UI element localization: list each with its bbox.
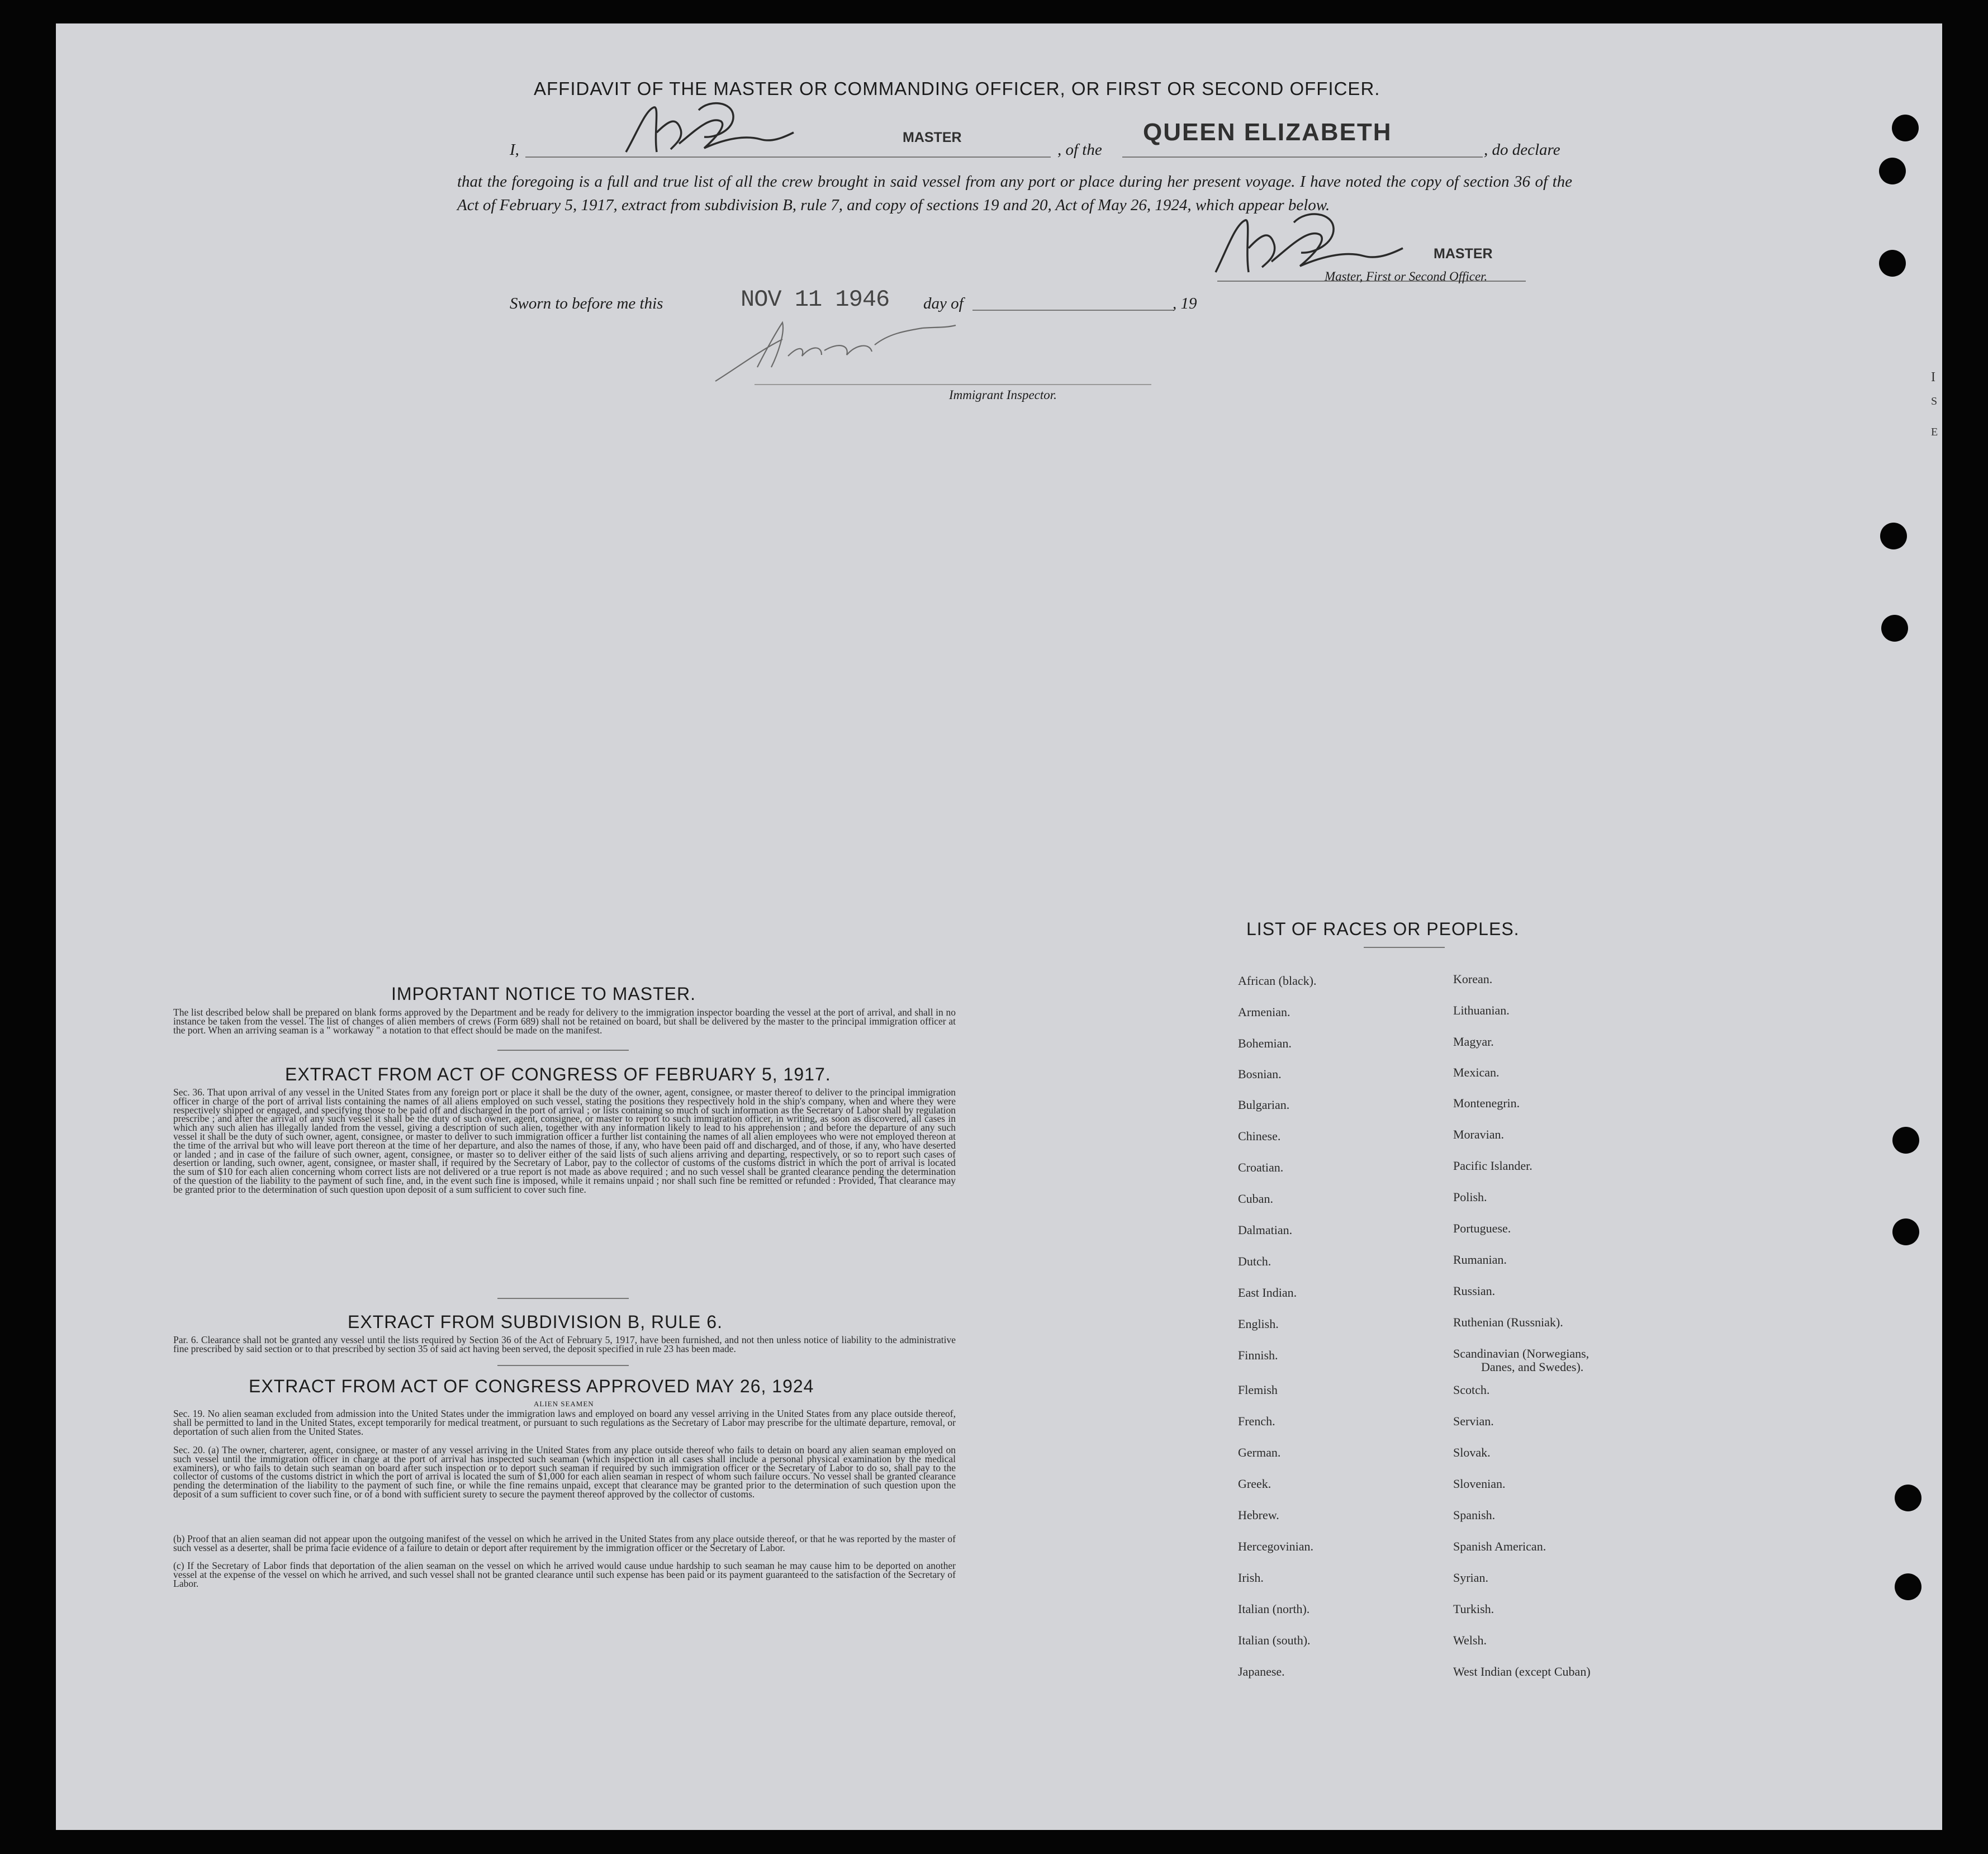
race-item: Ruthenian (Russniak). bbox=[1453, 1315, 1563, 1329]
race-item: Montenegrin. bbox=[1453, 1096, 1520, 1110]
race-item: Korean. bbox=[1453, 972, 1493, 986]
punch-hole bbox=[1879, 250, 1906, 277]
race-item: Finnish. bbox=[1238, 1348, 1278, 1362]
race-item: Italian (north). bbox=[1238, 1602, 1310, 1616]
inspector-line bbox=[755, 384, 1151, 385]
punch-hole bbox=[1880, 523, 1907, 549]
extract-1917-title: EXTRACT FROM ACT OF CONGRESS OF FEBRUARY 5, 1917. bbox=[285, 1064, 831, 1084]
race-item: French. bbox=[1238, 1414, 1275, 1428]
document-page bbox=[56, 23, 1942, 1830]
section-divider bbox=[497, 1365, 629, 1366]
extract-1924-sec20c: (c) If the Secretary of Labor finds that deportation of the alien seaman on the vessel on which he arrived would cause undue hardship to such seaman he may cause him to be deported on another vessel at the expense of the vessel on which he arrived, and such vessel shall not be granted clearance until such expense has been paid or its payment guaranteed to the satisfaction of the Secretary of Labor. bbox=[173, 1560, 956, 1589]
race-item: Portuguese. bbox=[1453, 1221, 1511, 1235]
race-item: Armenian. bbox=[1238, 1005, 1290, 1019]
race-item: African (black). bbox=[1238, 974, 1317, 988]
race-item: West Indian (except Cuban) bbox=[1453, 1665, 1591, 1678]
extract-1924-title: EXTRACT FROM ACT OF CONGRESS APPROVED MAY 26, 1924 bbox=[249, 1376, 814, 1396]
race-item: Pacific Islander. bbox=[1453, 1159, 1532, 1173]
race-item: Spanish. bbox=[1453, 1508, 1496, 1522]
affidavit-title: AFFIDAVIT OF THE MASTER OR COMMANDING OFFICER, OR FIRST OR SECOND OFFICER. bbox=[534, 78, 1380, 99]
race-item: Cuban. bbox=[1238, 1192, 1273, 1206]
inspector-signature bbox=[704, 311, 967, 387]
race-item: East Indian. bbox=[1238, 1286, 1297, 1300]
extract-1917-body: Sec. 36. That upon arrival of any vessel in the United States from any foreign port or place it shall be the duty of the owner, agent, consignee, or master thereof to deliver to the principal immigration officer in charge of the port of arrival lists containing the names of all aliens employed on such vessel, stating the positions they respectively hold in the ship's company, when and where they were respectively shipped or engaged, and specifying those to be paid off and discharged in the port of arrival ; or lists containing so much of such information as the Secretary of Labor shall by regulation prescribe ; and after the arrival of any such vessel it shall be the duty of such owner, agent, consignee, or master to report to such immigration officer, in writing, as soon as discovered, all cases in which any such alien has illegally landed from the vessel, giving a description of such alien, together with any information likely to lead to his apprehension ; and before the departure of any such vessel it shall be the duty of such owner, agent, consignee, or master to deliver to such immigration officer a further list containing the names of all alien employees who were not employed thereon at the time of the arrival but who will leave port thereon at the time of her departure, and also the names of those, if any, who have been paid off and discharged, and of those, if any, who have deserted or landed ; and in case of the failure of such owner, agent, consignee, or master so to deliver either of the said lists of such aliens arriving and departing, respectively, or so to report such cases of desertion or landing, such owner, agent, consignee, or master shall, if required by the Secretary of Labor, pay to the collector of customs of the customs district in which the port of arrival is located the sum of $10 for each alien concerning whom correct lists are not delivered or a true report is not made as above required ; and no such vessel shall be granted clearance pending the determination of the question of the liability to the payment of such fine, and, in the event such fine is imposed, while it remains unpaid ; nor shall such fine be remitted or refunded : Provided, That clearance may be granted prior to the determination of such question upon deposit of a sum sufficient to cover such fine. bbox=[173, 1087, 956, 1195]
margin-mark: E bbox=[1931, 426, 1938, 438]
race-item: Rumanian. bbox=[1453, 1253, 1507, 1267]
do-declare-label: , do declare bbox=[1484, 141, 1560, 159]
race-item: Magyar. bbox=[1453, 1035, 1494, 1049]
races-underline bbox=[1364, 947, 1445, 948]
race-item: Slovenian. bbox=[1453, 1477, 1506, 1491]
punch-hole bbox=[1892, 1127, 1919, 1154]
vessel-name-stamp: QUEEN ELIZABETH bbox=[1143, 118, 1392, 146]
inspector-caption: Immigrant Inspector. bbox=[949, 388, 1057, 402]
race-item: Moravian. bbox=[1453, 1127, 1505, 1141]
signature-caption: Master, First or Second Officer. bbox=[1325, 269, 1488, 283]
extract-1924-subtitle: ALIEN SEAMEN bbox=[534, 1400, 594, 1408]
race-item: Bohemian. bbox=[1238, 1036, 1292, 1050]
race-item: Scandinavian (Norwegians, bbox=[1453, 1346, 1590, 1360]
extract-1924-sec19: Sec. 19. No alien seaman excluded from admission into the United States under the immigration laws and employed on board any vessel arriving in the United States from any place outside thereof, shall be permitted to land in the United States, except temporarily for medical treatment, or pursuant to such regulations as the Secretary of Labor may prescribe for the ultimate departure, removal, or deportation of such alien from the United States. bbox=[173, 1408, 956, 1437]
margin-mark: S bbox=[1931, 395, 1938, 407]
race-item: Dutch. bbox=[1238, 1254, 1271, 1268]
race-item-continuation: Danes, and Swedes). bbox=[1481, 1360, 1584, 1374]
punch-hole bbox=[1895, 1485, 1921, 1511]
extract-rule6-body: Par. 6. Clearance shall not be granted any vessel until the lists required by Section 36 of the Act of February 5, 1917, have been furnished, and not then unless notice of liability to the administrative fine prescribed by said section or to that prescribed by section 35 of said act having been served, the deposit specified in rule 23 has been made. bbox=[173, 1334, 956, 1354]
race-item: Bulgarian. bbox=[1238, 1098, 1290, 1112]
race-item: Bosnian. bbox=[1238, 1067, 1282, 1081]
race-item: Mexican. bbox=[1453, 1065, 1500, 1079]
race-item: English. bbox=[1238, 1317, 1279, 1331]
race-item: Flemish bbox=[1238, 1383, 1278, 1397]
race-item: Croatian. bbox=[1238, 1160, 1284, 1174]
sworn-date-stamp: NOV 11 1946 bbox=[741, 286, 890, 313]
race-item: Polish. bbox=[1453, 1190, 1487, 1204]
sworn-day-of: day of bbox=[923, 295, 964, 312]
race-item: Welsh. bbox=[1453, 1633, 1487, 1647]
race-item: Servian. bbox=[1453, 1414, 1494, 1428]
sworn-prefix: Sworn to before me this bbox=[510, 295, 663, 312]
master-stamp: MASTER bbox=[903, 130, 962, 145]
affidavit-body: that the foregoing is a full and true list of all the crew brought in said vessel from any port or place during her present voyage. I have noted the copy of section 36 of the Act of February 5, 1917, extract from subdivision B, rule 7, and copy of sections 19 and 20, Act of May 26, 1924, which appear below. bbox=[457, 173, 1572, 214]
master-stamp-2: MASTER bbox=[1434, 246, 1493, 262]
extract-1924-sec20a: Sec. 20. (a) The owner, charterer, agent, consignee, or master of any vessel arriving in the United States from any place outside thereof who fails to detain on board any alien seaman employed on such vessel until the immigration officer in charge at the port of arrival has inspected such seaman (which inspection in all cases shall include a personal physical examination by the medical examiners), or who fails to detain such seaman on board after such inspection or to deport such seaman if required by such immigration officer or the Secretary of Labor to do so, shall pay to the collector of customs of the customs district in which the port of arrival is located the sum of $1,000 for each alien seaman in respect of whom such failure occurs. No vessel shall be granted clearance pending the determination of the liability to the payment of such fine, or while the fine remains unpaid, except that clearance may be granted prior to the determination of such question upon the deposit of a sum sufficient to cover such fine, or of a bond with sufficient surety to secure the payment thereof approved by the collector of customs. bbox=[173, 1444, 956, 1500]
race-item: Lithuanian. bbox=[1453, 1003, 1510, 1017]
race-item: Spanish American. bbox=[1453, 1539, 1546, 1553]
punch-hole bbox=[1892, 115, 1919, 141]
margin-mark: I bbox=[1931, 370, 1935, 385]
notice-title: IMPORTANT NOTICE TO MASTER. bbox=[391, 984, 696, 1004]
section-divider bbox=[497, 1298, 629, 1299]
race-item: German. bbox=[1238, 1445, 1281, 1459]
race-item: Chinese. bbox=[1238, 1129, 1281, 1143]
race-item: Syrian. bbox=[1453, 1571, 1488, 1585]
sworn-month-line bbox=[972, 310, 1174, 311]
race-item: Slovak. bbox=[1453, 1445, 1491, 1459]
race-item: Hebrew. bbox=[1238, 1508, 1279, 1522]
notice-body: The list described below shall be prepared on blank forms approved by the Department and be ready for delivery to the immigration inspector boarding the vessel at the port of arrival, and shall in no instance be taken from the vessel. The list of changes of alien members of crews (Form 689) shall not be retained on board, but shall be delivered by the master to the principal immigration officer at the port. When an arriving seaman is a " workaway " a notation to that effect should be made on the manifest. bbox=[173, 1007, 956, 1036]
races-title: LIST OF RACES OR PEOPLES. bbox=[1246, 919, 1520, 939]
punch-hole bbox=[1881, 615, 1908, 642]
race-item: Greek. bbox=[1238, 1477, 1271, 1491]
punch-hole bbox=[1895, 1573, 1921, 1600]
race-item: Russian. bbox=[1453, 1284, 1496, 1298]
race-item: Irish. bbox=[1238, 1571, 1264, 1585]
of-the-label: , of the bbox=[1057, 141, 1102, 159]
master-signature-1 bbox=[615, 99, 822, 160]
punch-hole bbox=[1879, 158, 1906, 184]
affidavit-i: I, bbox=[510, 141, 519, 159]
section-divider bbox=[497, 1050, 629, 1051]
race-item: Italian (south). bbox=[1238, 1633, 1311, 1647]
sworn-year: , 19 bbox=[1173, 295, 1197, 312]
race-item: Hercegovinian. bbox=[1238, 1539, 1313, 1553]
race-item: Japanese. bbox=[1238, 1665, 1285, 1678]
race-item: Dalmatian. bbox=[1238, 1223, 1293, 1237]
race-item: Scotch. bbox=[1453, 1383, 1490, 1397]
extract-rule6-title: EXTRACT FROM SUBDIVISION B, RULE 6. bbox=[348, 1312, 723, 1332]
race-item: Turkish. bbox=[1453, 1602, 1494, 1616]
extract-1924-sec20b: (b) Proof that an alien seaman did not appear upon the outgoing manifest of the vessel on which he arrived in the United States from any place outside thereof, or that he was reported by the master of such vessel as a deserter, shall be prima facie evidence of a failure to detain or deport after requirement by the immigration officer or the Secretary of Labor. bbox=[173, 1533, 956, 1553]
vessel-line bbox=[1122, 157, 1483, 158]
punch-hole bbox=[1892, 1218, 1919, 1245]
